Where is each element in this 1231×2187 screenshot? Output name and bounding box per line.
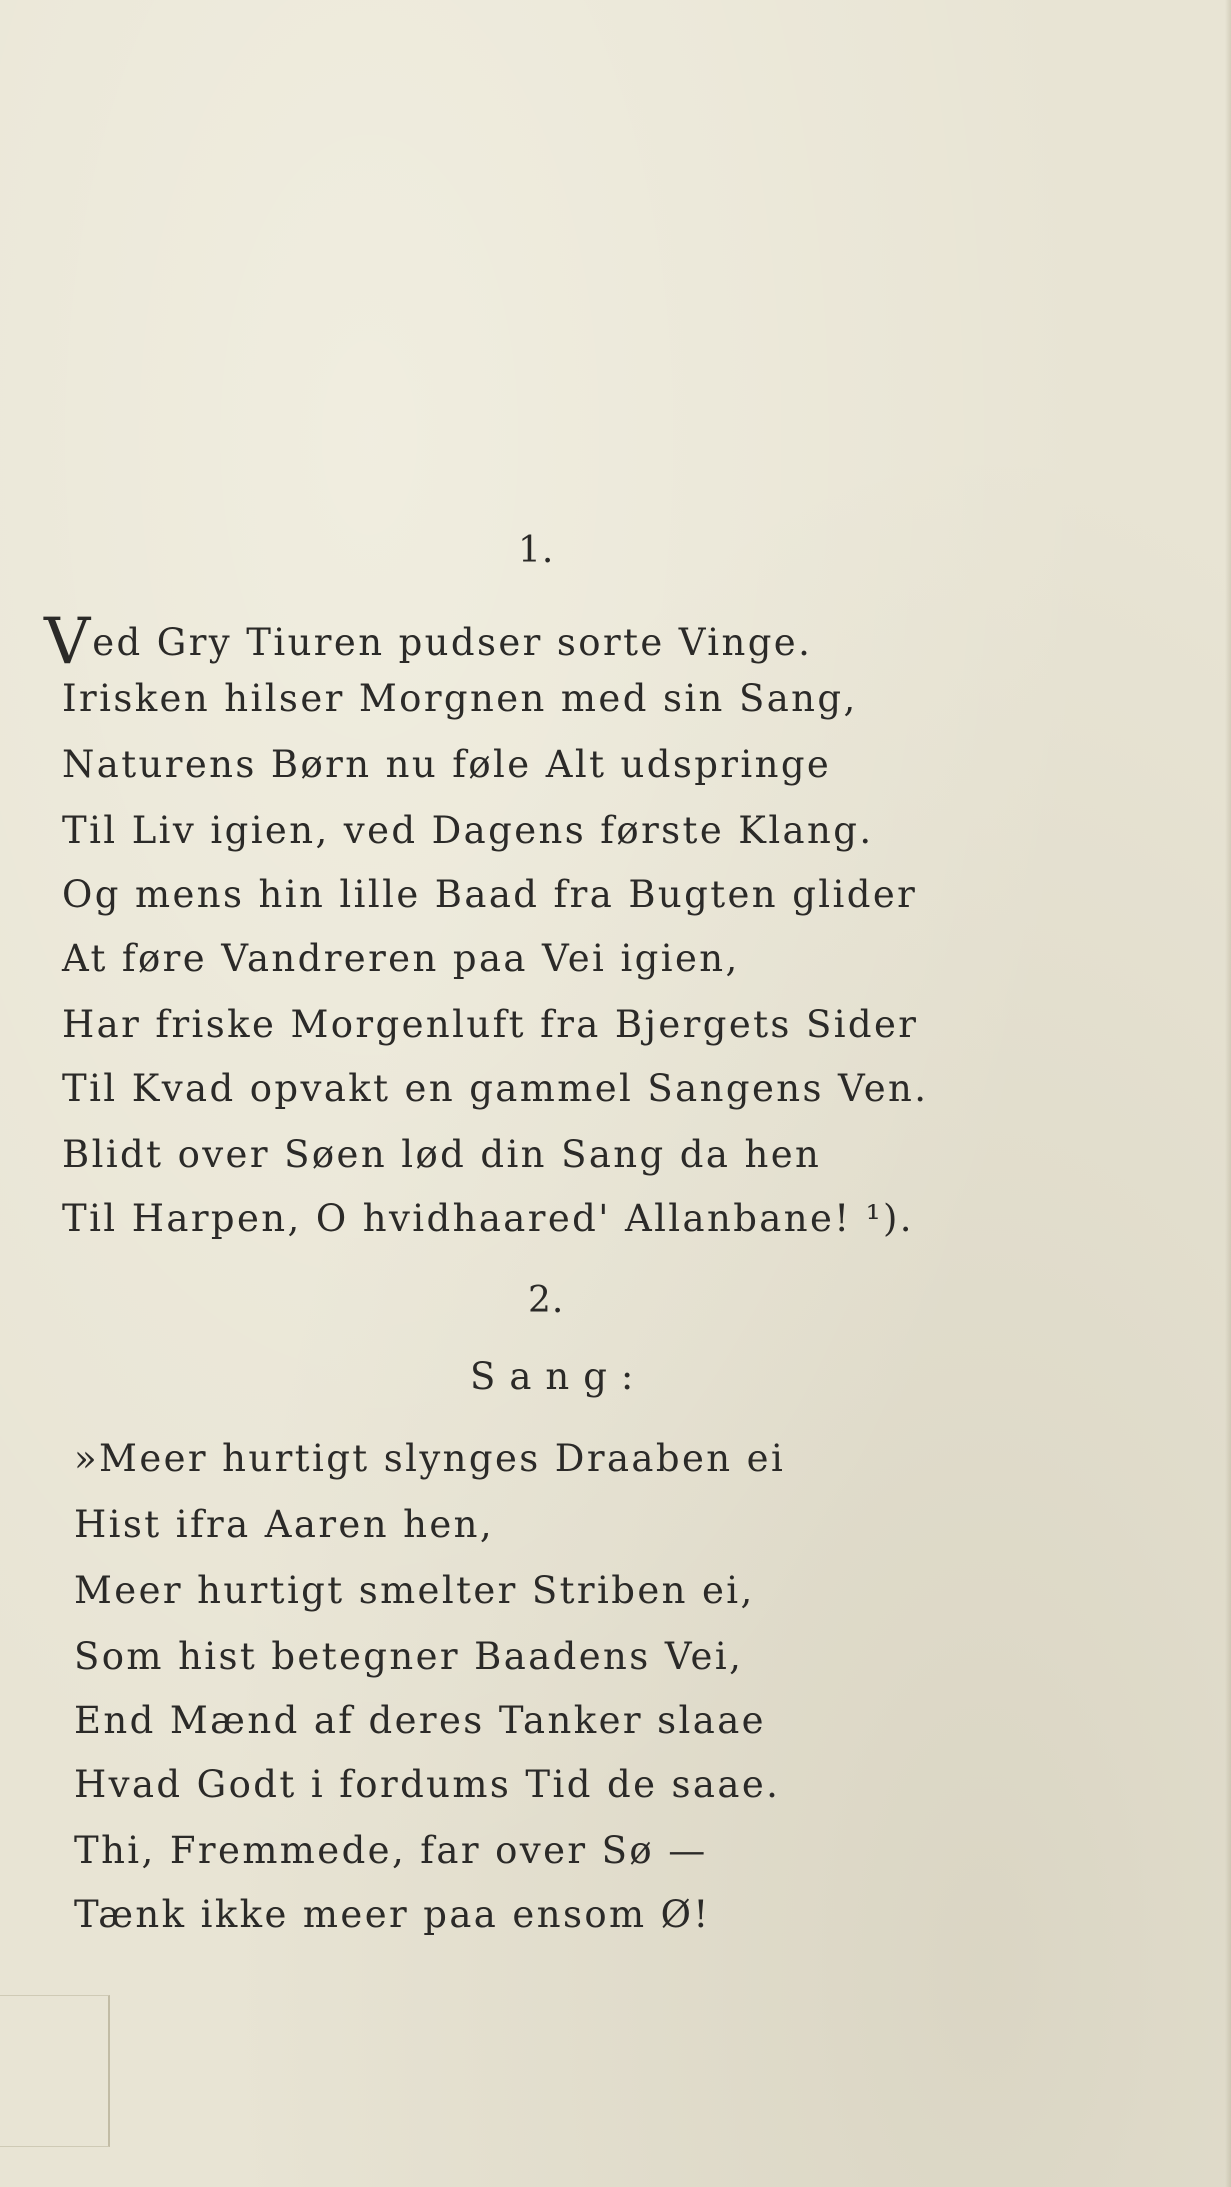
poem-line-4: Til Liv igien, ved Dagens første Klang. — [62, 809, 874, 852]
section-number-2: 2. — [528, 1280, 565, 1321]
section-number-1: 1. — [518, 530, 555, 571]
poem-line-5: Og mens hin lille Baad fra Bugten glider — [62, 873, 918, 916]
poem-line-10: Til Harpen, O hvidhaared' Allanbane! ¹). — [62, 1197, 914, 1240]
song-line-6: Hvad Godt i fordums Tid de saae. — [74, 1763, 781, 1806]
song-line-3: Meer hurtigt smelter Striben ei, — [74, 1569, 755, 1612]
drop-cap: V — [44, 605, 91, 679]
song-line-1: »Meer hurtigt slynges Draaben ei — [74, 1437, 786, 1480]
poem-line-7: Har friske Morgenluft fra Bjergets Sider — [62, 1003, 919, 1046]
song-line-8: Tænk ikke meer paa ensom Ø! — [74, 1893, 711, 1936]
song-line-7: Thi, Fremmede, far over Sø — — [74, 1829, 708, 1872]
poem-line-3: Naturens Børn nu føle Alt udspringe — [62, 743, 832, 786]
poem-line-2: Irisken hilser Morgnen med sin Sang, — [62, 677, 858, 720]
song-line-5: End Mænd af deres Tanker slaae — [74, 1699, 766, 1742]
song-line-2: Hist ifra Aaren hen, — [74, 1503, 495, 1546]
poem-line-text: ed Gry Tiuren pudser sorte Vinge. — [92, 621, 813, 664]
poem-line-8: Til Kvad opvakt en gammel Sangens Ven. — [62, 1067, 929, 1110]
song-title: Sang: — [470, 1355, 648, 1398]
poem-line-6: At føre Vandreren paa Vei igien, — [62, 937, 740, 980]
poem-line-1 — [44, 605, 813, 679]
song-line-4: Som hist betegner Baadens Vei, — [74, 1635, 744, 1678]
page-binding-edge — [0, 1995, 110, 2147]
page-right-edge — [1225, 0, 1231, 2187]
poem-line-9: Blidt over Søen lød din Sang da hen — [62, 1133, 822, 1176]
